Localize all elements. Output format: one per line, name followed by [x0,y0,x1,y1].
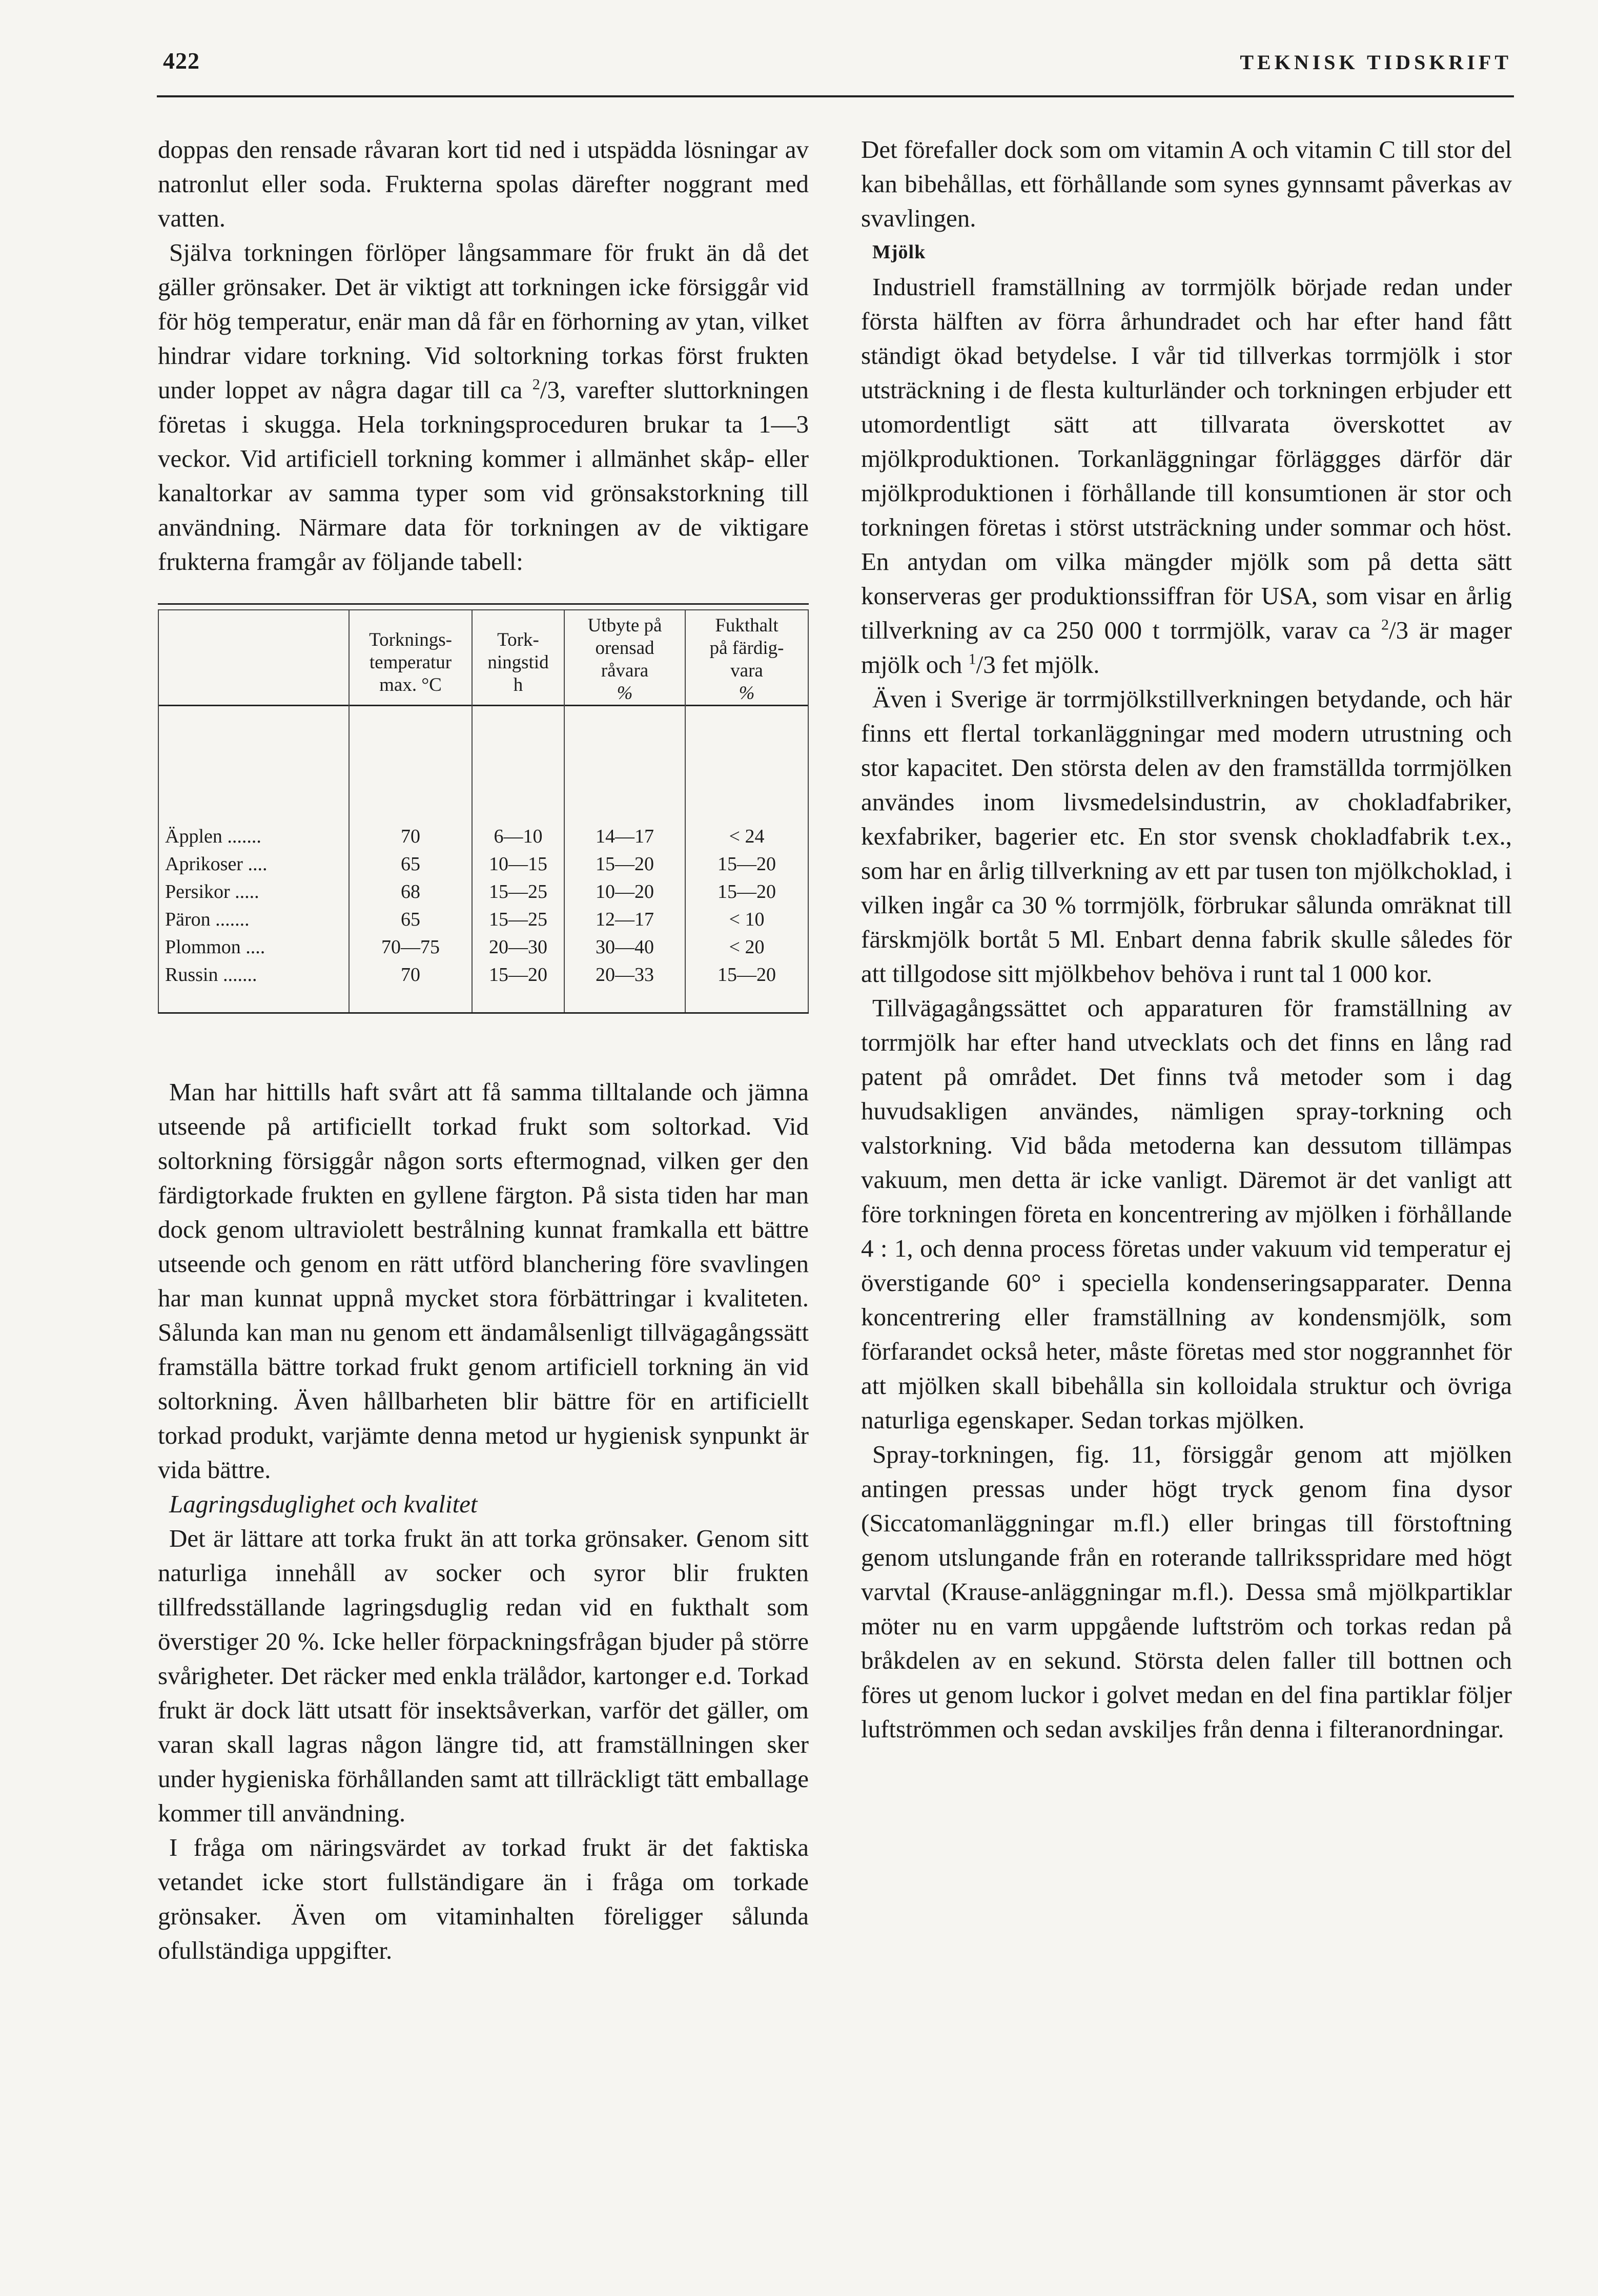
paragraph: I fråga om näringsvärdet av torkad frukt är det faktiska vetandet icke stort fullständigare än i fråga om torkade grönsaker. Även om vitaminhalten föreligger sålunda ofullständiga uppgifter. [158,1833,809,1964]
table-header-cell: Fukthalt på färdig- vara % [709,615,784,704]
left-column [158,132,809,1967]
table-row: Aprikoser .... 65 10—15 15—20 15—20 [165,853,776,875]
section-heading: Mjölk [872,241,926,263]
journal-title: TEKNISK TIDSKRIFT [1240,51,1512,74]
table-row: Plommon .... 70—75 20—30 30—40 < 20 [165,936,765,958]
paragraph: Själva torkningen förlöper långsammare för frukt än då det gäller grönsaker. Det är viktigt att torkningen icke försiggår vid för hög temperatur, enär man då får en förhorning av ytan, vilket hindrar vidare torkning. Vid soltorkning torkas först frukten under loppet av några dagar till ca $^2$/3, varefter sluttorkningen företas i skugga. Hela torkningsproceduren brukar ta 1—3 veckor. Vid artificiell torkning kommer i allmänhet skåp- eller kanaltorkar av samma typer som vid grönsakstorkning till användning. Närmare data för torkningen av de viktigare frukterna framgår av följande tabell: [158,238,809,576]
table-row: Persikor ..... 68 15—25 10—20 15—20 [165,881,776,903]
table-header-cell: Utbyte på orensad råvara % [587,615,662,704]
table-header-cell: Tork- ningstid h [487,629,549,695]
paragraph: doppas den rensade råvaran kort tid ned i utspädda lösningar av natronlut eller soda. Frukterna spolas därefter noggrant med vatten. [158,135,809,232]
table-rule [158,603,809,605]
right-column [861,132,1512,1746]
drying-data-table [158,603,809,1018]
paragraph: Industriell framställning av torrmjölk började redan under första hälften av förra århundradet och har efter hand fått ständigt ökad betydelse. I vår tid tillverkas torrmjölk i stor utsträckning i de flesta kulturländer och torkningen erbjuder ett utomordentligt sätt att tillvarata överskottet av mjölkproduktionen. Torkanläggningar förläggges därför där mjölkproduktionen i förhållande till konsumtionen är stor och torkningen företas i störst utsträckning under sommar och höst. En antydan om vilka mängder mjölk som på detta sätt konserveras ger produktionssiffran för USA, som visar en årlig tillverkning av ca 250 000 t torrmjölk, varav ca $^2$/3 är mager mjölk och $^1$/3 fet mjölk. [861,273,1512,679]
table-row: Äpplen ....... 70 6—10 14—17 < 24 [165,826,765,847]
table-row: Russin ....... 70 15—20 20—33 15—20 [165,964,776,986]
table-header-cell: Torknings- temperatur max. °C [369,629,452,695]
paragraph: Det förefaller dock som om vitamin A och vitamin C till stor del kan bibehållas, ett förhållande som synes gynnsamt påverkas av svavlingen. [861,135,1512,232]
page-number: 422 [163,48,200,74]
paragraph: Även i Sverige är torrmjölkstillverkningen betydande, och här finns ett flertal torkanläggningar med modern utrustning och stor kapacitet. Den största delen av den framställda torrmjölken användes inom livsmedelsindustrin, av chokladfabriker, kexfabriker, bagerier etc. En stor svensk chokladfabrik t.ex., som har en årlig tillverkning av ett par tusen ton mjölkchoklad, i vilken ingår ca 30 % torrmjölk, förbrukar sålunda omräknat till färskmjölk bortåt 5 Ml. Enbart denna fabrik skulle således för att tillgodose sitt mjölkbehov behöva i runt tal 1 000 kor. [861,685,1512,988]
paragraph: Spray-torkningen, fig. 11, försiggår genom att mjölken antingen pressas under högt tryck genom fina dysor (Siccatomanläggningar m.fl.) eller bringas till förstoftning genom utslungande från en roterande tallriksspridare med högt varvtal (Krause-anläggningar m.fl.). Dessa små mjölkpartiklar möter nu en varm uppgående luftström och torkas redan på bråkdelen av en sekund. Största delen faller till bottnen och föres ut genom luckor i golvet medan en del fina partiklar följer luftströmmen och sedan avskiljes från denna i filteranordningar. [861,1440,1512,1743]
paragraph: Det är lättare att torka frukt än att torka grönsaker. Genom sitt naturliga innehåll av socker och syror blir frukten tillfredsställande lagringsduglig redan vid en fukthalt som överstiger 20 %. Icke heller förpackningsfrågan bjuder på större svårigheter. Det räcker med enkla trälådor, kartonger e.d. Torkad frukt är dock lätt utsatt för insektsåverkan, varför det gäller, om varan skall lagras någon längre tid, att framställningen sker under hygieniska förhållanden samt att tillräckligt tätt emballage kommer till användning. [158,1524,809,1827]
paragraph: Man har hittills haft svårt att få samma tilltalande och jämna utseende på artificiellt torkad frukt som soltorkad. Vid soltorkning försiggår någon sorts eftermognad, vilken ger den färdigtorkade frukten en gyllene färgton. På sista tiden har man dock genom ultraviolett bestrålning kunnat framkalla ett bättre utseende och genom en rätt utförd blanchering före svavlingen har man kunnat uppnå mycket stora förbättringar i kvaliteten. Sålunda kan man nu genom ett ändamålsenligt tillvägagångssätt framställa bättre torkad frukt genom artificiell torkning än vid soltorkning. Även hållbarheten blir bättre för en artificiellt torkad produkt, varjämte denna metod ur hygienisk synpunkt är vida bättre. [158,1078,809,1484]
page-header [163,47,1512,93]
table-rule [158,1012,809,1014]
header-rule [157,95,1514,97]
table-row: Päron ....... 65 15—25 12—17 < 10 [165,909,765,930]
table-rule [158,609,809,610]
paragraph: Tillvägagångssättet och apparaturen för framställning av torrmjölk har efter hand utvecklats och det finns en lång rad patent på området. Det finns två metoder som i dag huvudsakligen användes, nämligen spray-torkning och valstorkning. Vid båda metoderna kan dessutom tillämpas vakuum, men detta är icke vanligt. Däremot är det vanligt att före torkningen företa en koncentrering av mjölken i förhållande 4 : 1, och denna process företas under vakuum vid temperatur ej överstigande 60° i speciella kondenseringsapparater. Denna koncentrering eller framställning av kondensmjölk, som förfarandet också heter, måste företas med stor noggrannhet för att mjölken skall bibehålla sin kolloidala struktur och övriga naturliga egenskaper. Sedan torkas mjölken. [861,994,1512,1434]
section-heading: Lagringsduglighet och kvalitet [169,1490,478,1518]
